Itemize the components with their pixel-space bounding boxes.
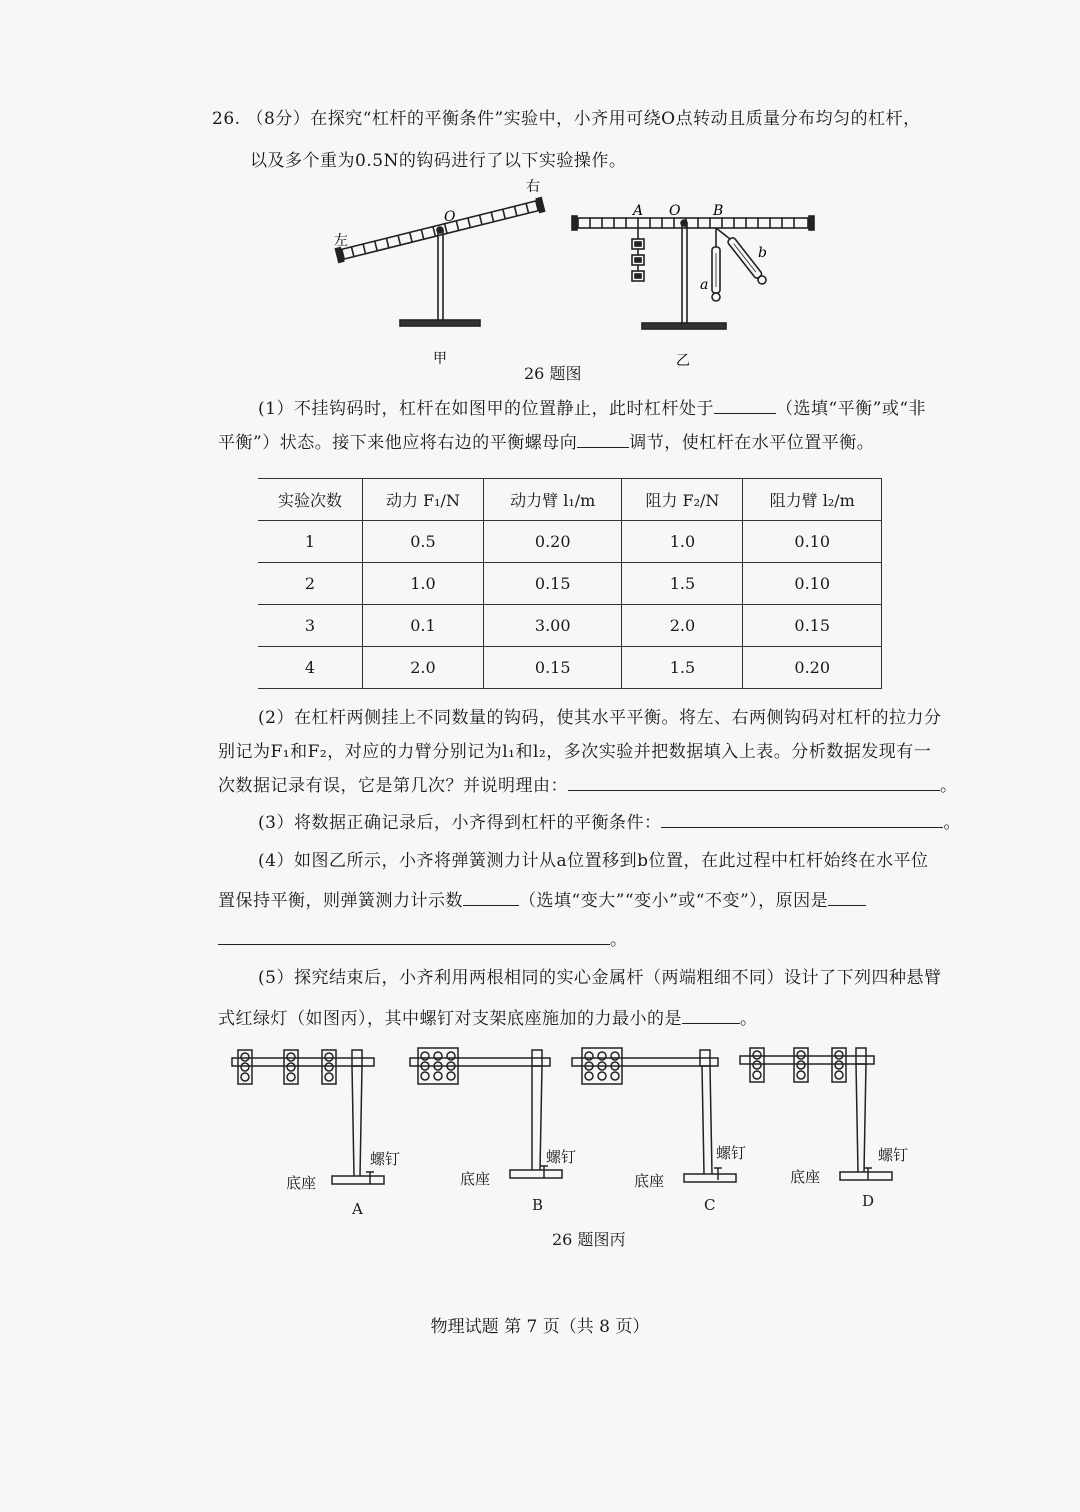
table-header-row xyxy=(258,479,882,521)
table-row xyxy=(258,647,882,689)
option-b-label: B xyxy=(532,1196,544,1214)
label-screw-a: 螺钉 xyxy=(370,1150,401,1168)
lever-jia xyxy=(335,198,544,326)
question-points: （8分） xyxy=(246,109,311,129)
table-cell: 0.1 xyxy=(362,605,483,647)
option-c-stand xyxy=(572,1048,736,1182)
label-zuo: 左 xyxy=(334,233,348,249)
table-cell: 1.0 xyxy=(362,563,483,605)
part3-text-a: (3）将数据正确记录后，小齐得到杠杆的平衡条件： xyxy=(258,813,662,833)
blank-1-2[interactable] xyxy=(577,431,629,448)
table-header: 实验次数 xyxy=(258,479,362,521)
label-screw-c: 螺钉 xyxy=(716,1144,747,1162)
label-o-yi: O xyxy=(669,203,681,219)
label-base-a: 底座 xyxy=(286,1174,317,1192)
table-header: 阻力 F₂/N xyxy=(622,479,743,521)
part3-end: 。 xyxy=(943,813,961,833)
blank-1-1[interactable] xyxy=(714,397,776,414)
table-cell: 0.10 xyxy=(743,563,882,605)
part1-line1 xyxy=(258,394,926,419)
label-base-c: 底座 xyxy=(634,1172,665,1190)
table-cell: 2.0 xyxy=(362,647,483,689)
blank-4-1[interactable] xyxy=(463,889,519,906)
label-a-point: A xyxy=(633,203,644,219)
part4-line2 xyxy=(218,886,866,911)
table-cell: 0.15 xyxy=(483,563,622,605)
question-intro-1: 在探究“杠杆的平衡条件”实验中，小齐用可绕O点转动且质量分布均匀的杠杆， xyxy=(310,109,921,129)
table-cell: 1.5 xyxy=(622,563,743,605)
part1-text-c: 平衡”）状态。接下来他应将右边的平衡螺母向 xyxy=(218,433,578,453)
part4-line1: (4）如图乙所示，小齐将弹簧测力计从a位置移到b位置，在此过程中杠杆始终在水平位 xyxy=(258,851,929,871)
part2-line3 xyxy=(218,771,958,796)
part2-line2: 别记为F₁和F₂，对应的力臂分别记为l₁和l₂，多次实验并把数据填入上表。分析数据发现有一 xyxy=(218,742,932,762)
part5-line2 xyxy=(218,1004,758,1029)
table-header: 阻力臂 l₂/m xyxy=(743,479,882,521)
figure-top-caption: 26 题图 xyxy=(524,364,582,383)
table-cell: 0.15 xyxy=(483,647,622,689)
part1-text-d: 调节，使杠杆在水平位置平衡。 xyxy=(629,433,875,453)
table-row xyxy=(258,563,882,605)
table-cell: 3.00 xyxy=(483,605,622,647)
table-cell: 3 xyxy=(258,605,362,647)
table-cell: 0.10 xyxy=(743,521,882,563)
label-screw-d: 螺钉 xyxy=(878,1146,909,1164)
data-table xyxy=(258,478,882,689)
option-d-label: D xyxy=(862,1192,875,1210)
label-you: 右 xyxy=(526,179,540,195)
table-row xyxy=(258,605,882,647)
table-cell: 4 xyxy=(258,647,362,689)
label-screw-b: 螺钉 xyxy=(546,1148,577,1166)
part5-text-a: 式红绿灯（如图丙），其中螺钉对支架底座施加的力最小的是 xyxy=(218,1009,682,1029)
table-header: 动力 F₁/N xyxy=(362,479,483,521)
table-cell: 0.5 xyxy=(362,521,483,563)
label-jia: 甲 xyxy=(433,351,447,367)
part1-text-b: （选填“平衡”或“非 xyxy=(775,399,927,419)
option-b-stand xyxy=(410,1048,562,1178)
option-a-label: A xyxy=(352,1200,363,1218)
traffic-light-figure xyxy=(220,1040,920,1220)
part2-line1: (2）在杠杆两侧挂上不同数量的钩码，使其水平平衡。将左、右两侧钩码对杠杆的拉力分 xyxy=(258,708,942,728)
label-spring-b: b xyxy=(758,245,767,261)
part2-end: 。 xyxy=(940,776,958,796)
part1-line2 xyxy=(218,428,874,453)
label-base-b: 底座 xyxy=(460,1170,491,1188)
blank-5-1[interactable] xyxy=(682,1007,740,1024)
table-row xyxy=(258,521,882,563)
part4-end: 。 xyxy=(610,930,628,950)
part5-line1: (5）探究结束后，小齐利用两根相同的实心金属杆（两端粗细不同）设计了下列四种悬臂 xyxy=(258,968,942,988)
blank-4-3[interactable] xyxy=(218,928,610,945)
part3-line1 xyxy=(258,808,961,833)
label-o-jia: O xyxy=(444,209,456,225)
option-c-label: C xyxy=(704,1196,716,1214)
table-cell: 0.15 xyxy=(743,605,882,647)
part4-text-b: （选填“变大”“变小”或“不变”），原因是 xyxy=(519,891,829,911)
part5-end: 。 xyxy=(740,1009,758,1029)
option-a-stand xyxy=(232,1050,384,1184)
table-cell: 2.0 xyxy=(622,605,743,647)
page-footer: 物理试题 第 7 页（共 8 页） xyxy=(430,1317,650,1337)
lever-yi xyxy=(572,216,814,329)
blank-2-1[interactable] xyxy=(568,774,940,791)
table-cell: 1.5 xyxy=(622,647,743,689)
label-b-point: B xyxy=(713,203,724,219)
table-cell: 2 xyxy=(258,563,362,605)
table-cell: 1 xyxy=(258,521,362,563)
table-header: 动力臂 l₁/m xyxy=(483,479,622,521)
table-cell: 1.0 xyxy=(622,521,743,563)
option-d-stand xyxy=(740,1048,892,1180)
part4-text-a: 置保持平衡，则弹簧测力计示数 xyxy=(218,891,463,911)
part4-line3 xyxy=(218,925,628,950)
label-yi: 乙 xyxy=(676,353,690,369)
blank-4-2[interactable] xyxy=(828,889,866,906)
question-line-1 xyxy=(212,104,921,129)
label-spring-a: a xyxy=(700,277,709,293)
label-base-d: 底座 xyxy=(790,1168,821,1186)
blank-3-1[interactable] xyxy=(661,811,943,828)
question-intro-2: 以及多个重为0.5N的钩码进行了以下实验操作。 xyxy=(250,151,627,171)
part2-text-a: 次数据记录有误，它是第几次？并说明理由： xyxy=(218,776,568,796)
figure-bottom-caption: 26 题图丙 xyxy=(552,1230,626,1249)
table-cell: 0.20 xyxy=(483,521,622,563)
lever-figure-top xyxy=(320,175,820,375)
table-cell: 0.20 xyxy=(743,647,882,689)
question-number: 26. xyxy=(212,109,241,129)
part1-text-a: (1）不挂钩码时，杠杆在如图甲的位置静止，此时杠杆处于 xyxy=(258,399,714,419)
